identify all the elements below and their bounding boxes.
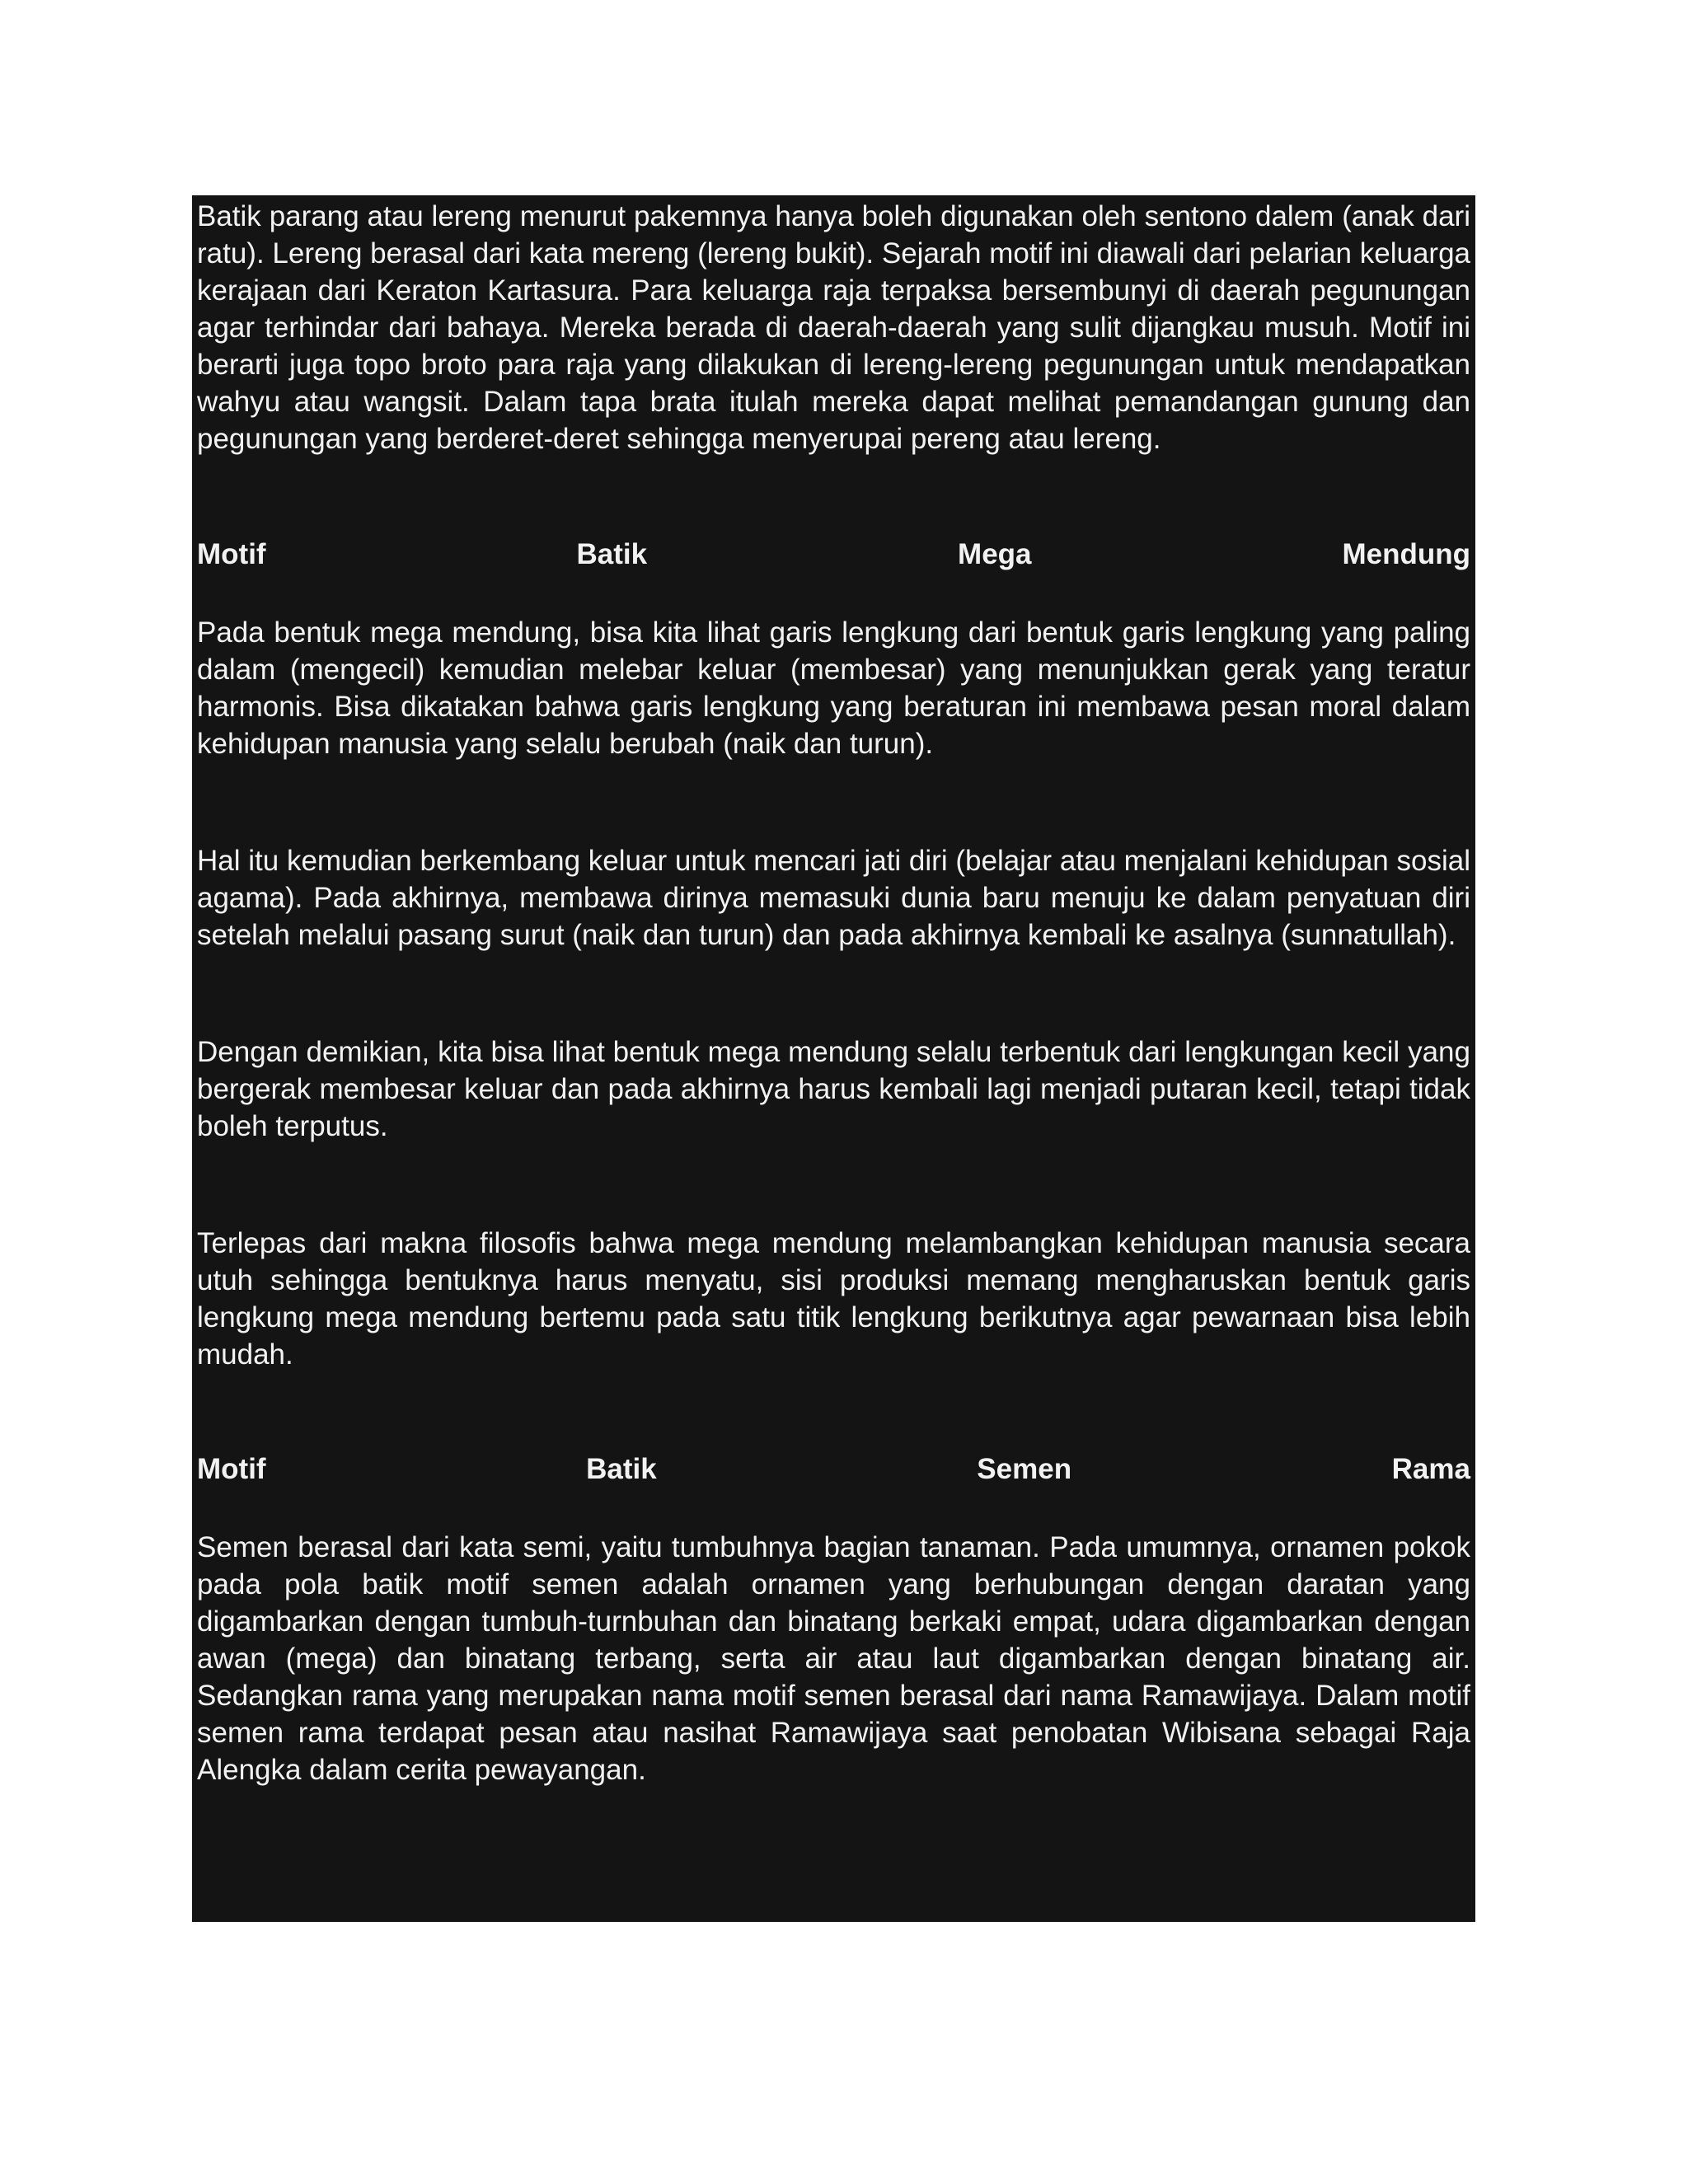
paragraph-mega-mendung-4: Terlepas dari makna filosofis bahwa mega mendung melambangkan kehidupan manusia secara utuh sehingga bentuknya harus menyatu, sisi produksi memang mengharuskan bentuk garis lengkung mega mendung bertemu pada satu titik lengkung berikutnya agar pewarnaan bisa lebih mudah. [197, 1227, 1470, 1371]
paragraph-mega-mendung-3: Dengan demikian, kita bisa lihat bentuk mega mendung selalu terbentuk dari lengkungan kecil yang bergerak membesar keluar dan pada akhirnya harus kembali lagi menjadi putaran kecil, tetapi tidak boleh terputus. [197, 1036, 1470, 1142]
heading-word: Mega [958, 538, 1032, 570]
heading-word: Motif [197, 1453, 266, 1485]
heading-word: Semen [977, 1453, 1072, 1485]
heading-semen-rama [197, 1451, 1470, 1488]
text-block [192, 195, 1475, 1922]
heading-word: Motif [197, 538, 266, 570]
heading-mega-mendung [197, 536, 1470, 573]
heading-word: Batik [586, 1453, 657, 1485]
paragraph-semen-rama: Semen berasal dari kata semi, yaitu tumbuhnya bagian tanaman. Pada umumnya, ornamen pokok pada pola batik motif semen adalah ornamen yang berhubungan dengan daratan yang digambarkan dengan tumbuh-turnbuhan dan binatang berkaki empat, udara digambarkan dengan awan (mega) dan binatang terbang, serta air atau laut digambarkan dengan binatang air. Sedangkan rama yang merupakan nama motif semen berasal dari nama Ramawijaya. Dalam motif semen rama terdapat pesan atau nasihat Ramawijaya saat penobatan Wibisana sebagai Raja Alengka dalam cerita pewayangan. [197, 1531, 1470, 1786]
paragraph-mega-mendung-1: Pada bentuk mega mendung, bisa kita lihat garis lengkung dari bentuk garis lengkung yang paling dalam (mengecil) kemudian melebar keluar (membesar) yang menunjukkan gerak yang teratur harmonis. Bisa dikatakan bahwa garis lengkung yang beraturan ini membawa pesan moral dalam kehidupan manusia yang selalu berubah (naik dan turun). [197, 616, 1470, 760]
paragraph-mega-mendung-2: Hal itu kemudian berkembang keluar untuk mencari jati diri (belajar atau menjalani kehidupan sosial agama). Pada akhirnya, membawa dirinya memasuki dunia baru menuju ke dalam penyatuan diri setelah melalui pasang surut (naik dan turun) dan pada akhirnya kembali ke asalnya (sunnatullah). [197, 845, 1470, 951]
heading-word: Mendung [1342, 538, 1470, 570]
heading-word: Rama [1391, 1453, 1470, 1485]
heading-word: Batik [576, 538, 648, 570]
paragraph-parang-lereng: Batik parang atau lereng menurut pakemnya hanya boleh digunakan oleh sentono dalem (anak dari ratu). Lereng berasal dari kata mereng (lereng bukit). Sejarah motif ini diawali dari pelarian keluarga kerajaan dari Keraton Kartasura. Para keluarga raja terpaksa bersembunyi di daerah pegunungan agar terhindar dari bahaya. Mereka berada di daerah-daerah yang sulit dijangkau musuh. Motif ini berarti juga topo broto para raja yang dilakukan di lereng-lereng pegunungan untuk mendapatkan wahyu atau wangsit. Dalam tapa brata itulah mereka dapat melihat pemandangan gunung dan pegunungan yang berderet-deret sehingga menyerupai pereng atau lereng. [197, 200, 1470, 455]
